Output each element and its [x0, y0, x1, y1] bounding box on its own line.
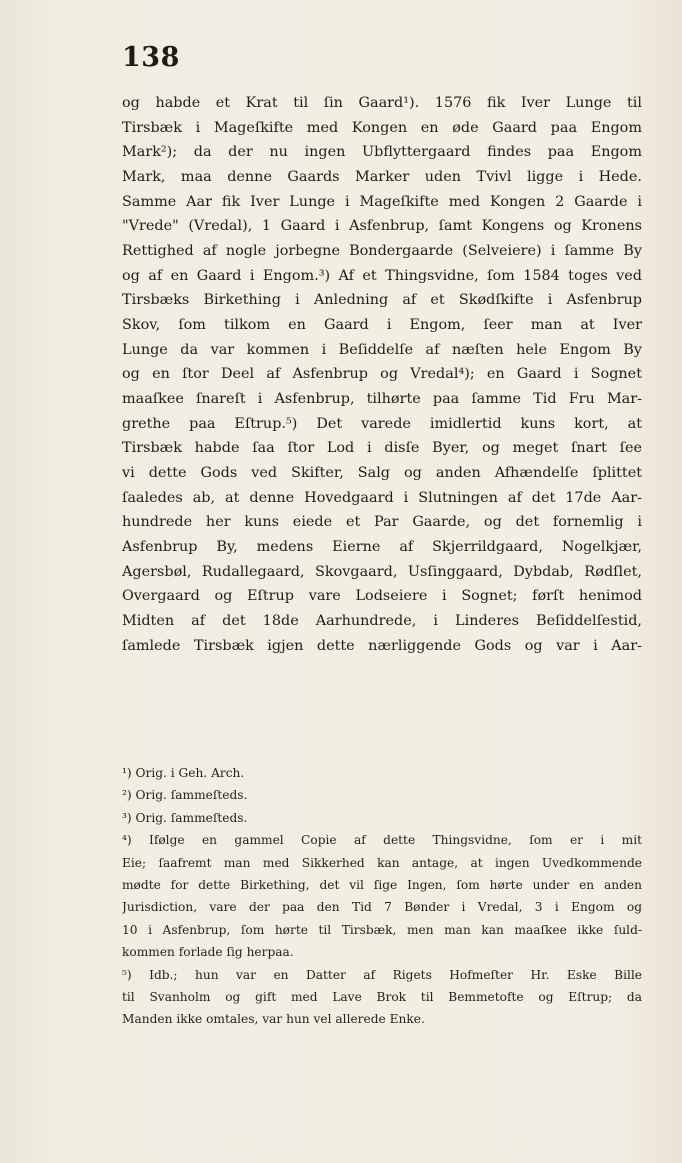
footnote-2	[122, 784, 642, 806]
footnote-marker: ¹)	[122, 766, 132, 780]
footnote-marker: ⁵)	[122, 967, 132, 982]
body-line: Lunge da var kommen i Beſiddelſe af næſten hele Engom By	[122, 341, 642, 358]
body-line: Agersbøl, Rudallegaard, Skovgaard, Usſinggaard, Dybdab, Rødſlet,	[122, 563, 642, 580]
footnote-text: Orig. ſammeſteds.	[135, 788, 248, 803]
body-line: og en ſtor Deel af Asfenbrup og Vredal⁴); en Gaard i Sognet	[122, 366, 642, 383]
footnote-5-continuation: til Svanholm og gift med Lave Brok til Bemmetofte og Eſtrup; da	[122, 989, 642, 1004]
body-line: Tirsbæk i Mageſkifte med Kongen en øde Gaard paa Engom	[122, 119, 642, 136]
body-line: Asfenbrup By, medens Eierne af Skjerrildgaard, Nogelkjær,	[122, 539, 642, 556]
footnote-4-continuation: mødte for dette Birkething, det vil ſige Ingen, ſom hørte under en anden	[122, 877, 642, 892]
footnote-4-continuation: Eie; ſaafremt man med Sikkerhed kan antage, at ingen Uvedkommende	[122, 855, 642, 870]
footnotes	[122, 762, 642, 1031]
body-line: "Vrede" (Vredal), 1 Gaard i Asfenbrup, ſamt Kongens og Kronens	[122, 218, 642, 235]
body-line: grethe paa Eſtrup.⁵) Det varede imidlertid kuns kort, at	[122, 415, 642, 432]
body-line: Mark²); da der nu ingen Ubflyttergaard findes paa Engom	[122, 144, 642, 161]
footnote-5	[122, 964, 642, 986]
footnote-marker: ³)	[122, 810, 132, 825]
footnote-4-continuation: 10 i Asfenbrup, ſom hørte til Tirsbæk, men man kan maaſkee ikke ſuld-	[122, 922, 642, 937]
footnote-3	[122, 807, 642, 829]
body-line: maaſkee ſnareſt i Asfenbrup, tilhørte paa ſamme Tid Fru Mar-	[122, 391, 642, 408]
body-line: Skov, ſom tilkom en Gaard i Engom, ſeer man at Iver	[122, 317, 642, 334]
footnote-text: Idb.; hun var en Datter af Rigets Hofmeſter Hr. Eske Bille	[149, 967, 642, 982]
footnote-marker: ²)	[122, 788, 132, 803]
body-line: ſaaledes ab, at denne Hovedgaard i Slutningen af det 17de Aar-	[122, 489, 642, 506]
footnote-1	[122, 762, 642, 784]
body-line: Mark, maa denne Gaards Marker uden Tvivl ligge i Hede.	[122, 169, 642, 186]
footnote-4-continuation: Jurisdiction, vare der paa den Tid 7 Bønder i Vredal, 3 i Engom og	[122, 900, 642, 915]
body-line: Tirsbæk habde ſaa ſtor Lod i disſe Byer, og meget ſnart ſee	[122, 440, 642, 457]
footnote-marker: ⁴)	[122, 833, 132, 848]
body-line: ſamlede Tirsbæk igjen dette nærliggende Gods og var i Aar-	[122, 637, 642, 654]
body-line: Samme Aar fik Iver Lunge i Mageſkifte med Kongen 2 Gaarde i	[122, 193, 642, 210]
footnote-4-continuation: kommen forlade ſig herpaa.	[122, 945, 294, 960]
body-line: Tirsbæks Birkething i Anledning af et Skødſkifte i Asfenbrup	[122, 292, 642, 309]
footnote-text: Orig. ſammeſteds.	[135, 810, 248, 825]
body-line: og habde et Krat til ſin Gaard¹). 1576 fik Iver Lunge til	[122, 95, 642, 111]
footnote-5-continuation: Manden ikke omtales, var hun vel allerede Enke.	[122, 1012, 425, 1027]
body-line: Rettighed af nogle jorbegne Bondergaarde (Selveiere) i ſamme By	[122, 243, 642, 260]
body-line: vi dette Gods ved Skifter, Salg og anden Afhændelſe ſplittet	[122, 465, 642, 482]
body-line: Overgaard og Eſtrup vare Lodseiere i Sognet; førſt henimod	[122, 588, 642, 605]
body-line: og af en Gaard i Engom.³) Af et Thingsvidne, ſom 1584 toges ved	[122, 267, 642, 284]
footnote-text: Orig. i Geh. Arch.	[135, 766, 245, 780]
page-number: 138	[122, 42, 180, 73]
body-text	[122, 91, 642, 658]
footnote-text: Ifølge en gammel Copie af dette Thingsvidne, ſom er i mit	[149, 833, 642, 848]
body-line: Midten af det 18de Aarhundrede, i Linderes Beſiddelſestid,	[122, 613, 642, 630]
body-line: hundrede her kuns eiede et Par Gaarde, og det fornemlig i	[122, 514, 642, 531]
footnote-4	[122, 829, 642, 851]
